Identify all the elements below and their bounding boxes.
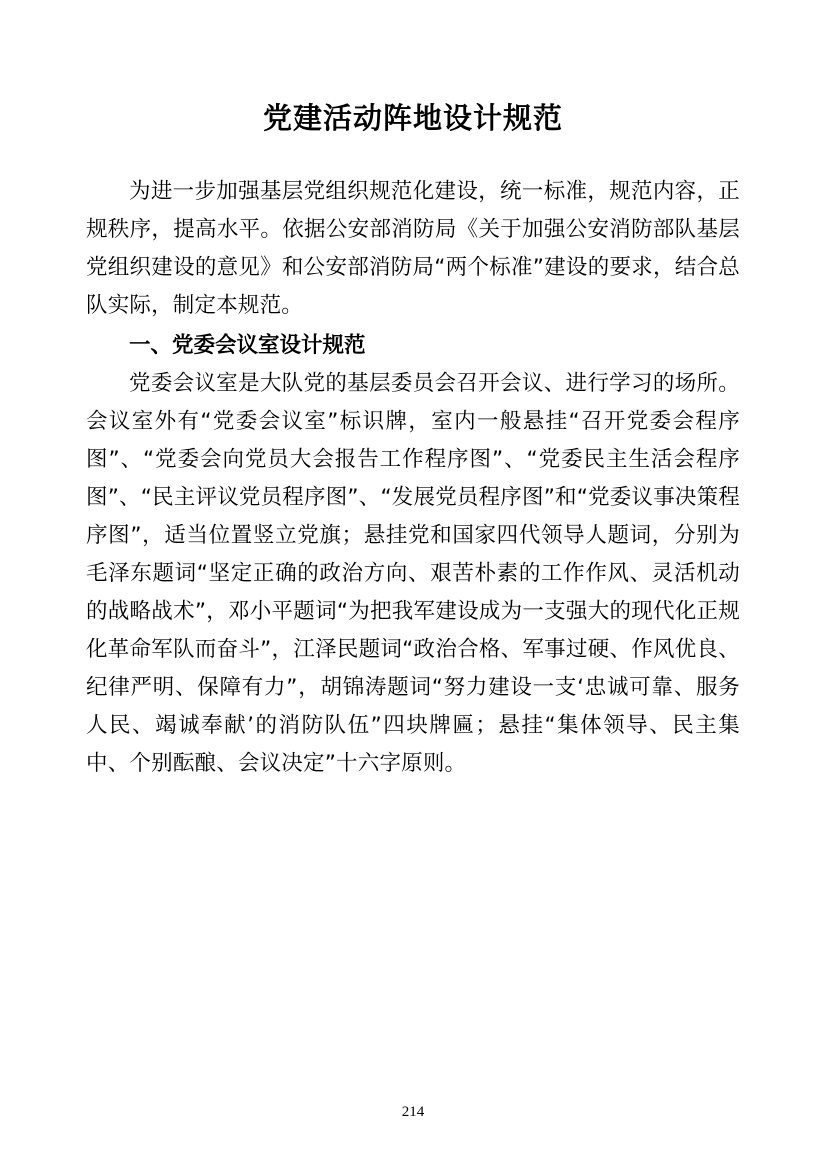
paragraph-section-1-body: 党委会议室是大队党的基层委员会召开会议、进行学习的场所。会议室外有“党委会议室”标识牌，室内一般悬挂“召开党委会程序图”、“党委会向党员大会报告工作程序图”、“党委民主生活会程序图”、“民主评议党员程序图”、“发展党员程序图”和“党委议事决策程序图”，适当位置竖立党旗；悬挂党和国家四代领导人题词，分别为毛泽东题词“坚定正确的政治方向、艰苦朴素的工作作风、灵活机动的战略战术”，邓小平题词“为把我军建设成为一支强大的现代化正规化革命军队而奋斗”，江泽民题词“政治合格、军事过硬、作风优良、纪律严明、保障有力”，胡锦涛题词“努力建设一支‘忠诚可靠、服务人民、竭诚奉献’的消防队伍”四块牌匾；悬挂“集体领导、民主集中、个别酝酿、会议决定”十六字原则。	[86, 370, 740, 776]
paragraph-intro: 为进一步加强基层党组织规范化建设，统一标准，规范内容，正规秩序，提高水平。依据公安部消防局《关于加强公安消防部队基层党组织建设的意见》和公安部消防局“两个标准”建设的要求，结合总队实际，制定本规范。	[86, 178, 740, 318]
page-number: 214	[401, 1104, 425, 1120]
section-heading-1: 一、党委会议室设计规范	[129, 332, 366, 358]
page-title: 党建活动阵地设计规范	[262, 101, 563, 135]
